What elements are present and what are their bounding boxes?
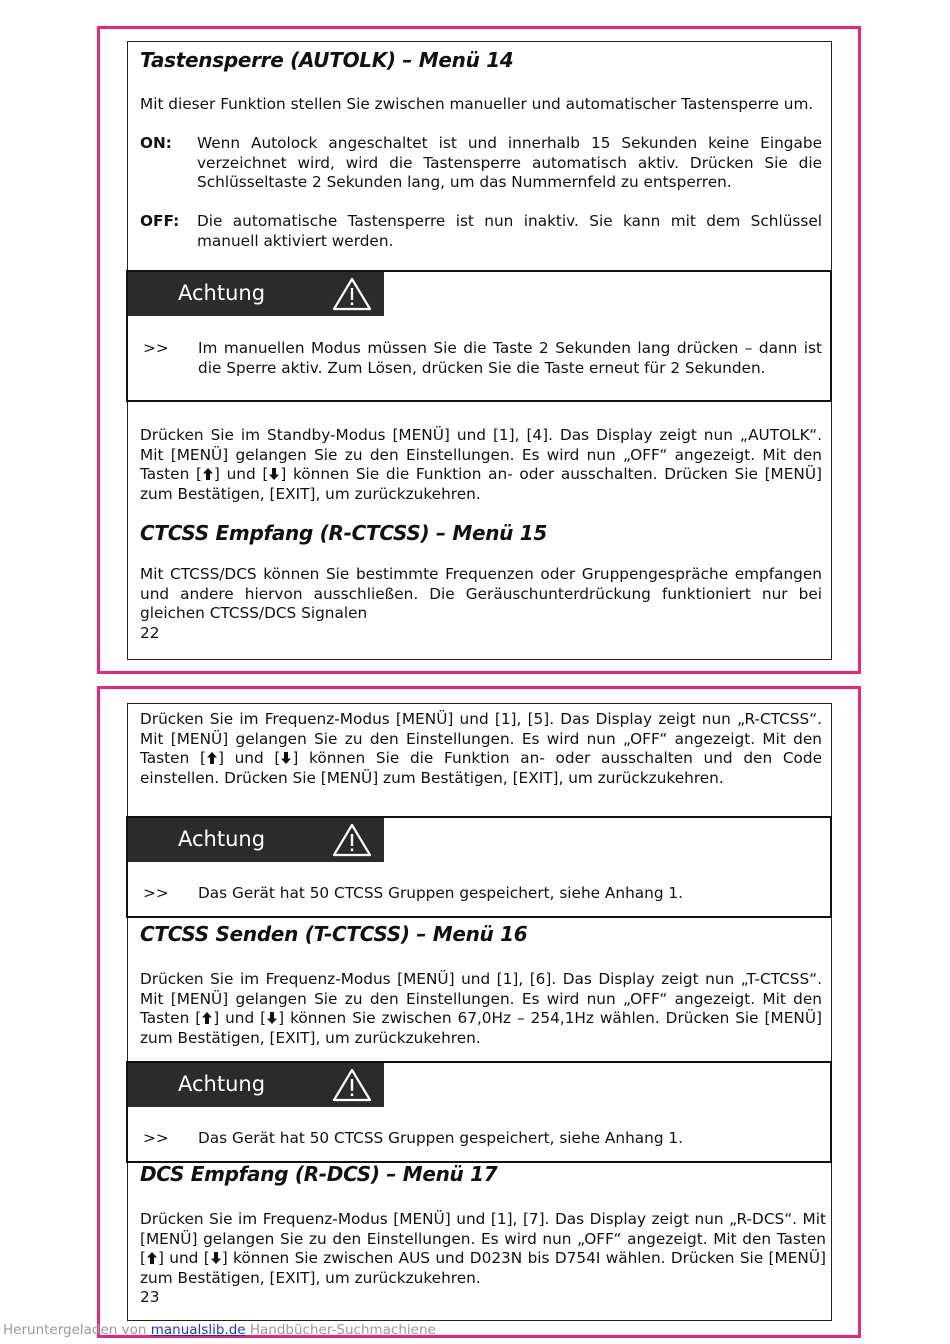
warning-marker: >>: [143, 884, 169, 902]
text-segment: ] können Sie die Funktion an- oder ausschalten. Drücken Sie [MENÜ] zum Bestätigen, [EXIT], um zurückzukehren.: [140, 465, 823, 503]
autolk-intro: Mit dieser Funktion stellen Sie zwischen manueller und automatischer Tastensperre um.: [140, 95, 814, 113]
arrow-up-icon: [206, 751, 218, 765]
on-text: Wenn Autolock angeschaltet ist und innerhalb 15 Sekunden keine Eingabe verzeichnet wird, wird die Tastensperre automatisch aktiv. Drücken Sie die Schlüsseltaste 2 Sekunden lang, um das Nummernfeld zu entsperren.: [197, 134, 822, 191]
heading-t-ctcss: CTCSS Senden (T-CTCSS) – Menü 16: [140, 922, 528, 946]
warning-text: Das Gerät hat 50 CTCSS Gruppen gespeichert, siehe Anhang 1.: [198, 884, 684, 902]
arrow-down-icon: [266, 1011, 278, 1025]
autolk-instructions: [140, 426, 822, 504]
warning-box: [126, 816, 832, 918]
on-label: ON:: [140, 134, 172, 152]
warning-marker: >>: [143, 1129, 169, 1147]
warning-header: [128, 1063, 384, 1107]
manualslib-link[interactable]: manualslib.de: [150, 1322, 246, 1338]
autolk-on-item: [140, 134, 822, 194]
footer-prefix: Heruntergeladen von: [3, 1322, 151, 1338]
text-segment: ] können Sie zwischen AUS und D023N bis D754I wählen. Drücken Sie [MENÜ] zum Bestätigen, [EXIT], um zurückzukehren.: [140, 1249, 826, 1287]
warning-box: [126, 270, 832, 402]
heading-r-ctcss: CTCSS Empfang (R-CTCSS) – Menü 15: [140, 521, 548, 545]
arrow-down-icon: [268, 467, 280, 481]
text-segment: ] und [: [157, 1249, 210, 1267]
warning-box: [126, 1061, 832, 1163]
autolk-off-item: [140, 212, 822, 252]
text-segment: ] können Sie die Funktion an- oder ausschalten und den Code einstellen. Drücken Sie [MENÜ] zum Bestätigen, [EXIT], um zurückzukehren.: [140, 749, 823, 787]
text-segment: ] können Sie zwischen 67,0Hz – 254,1Hz wählen. Drücken Sie [MENÜ] zum Bestätigen, [EXIT], um zurückzukehren.: [140, 1009, 822, 1047]
text-segment: Drücken Sie im Frequenz-Modus [MENÜ] und [1], [6]. Das Display zeigt nun „T-CTCSS“. Mit [MENÜ] gelangen Sie zu den Einstellungen. Es wird nun „OFF“ angezeigt. Mit den Tasten [: [140, 970, 822, 1027]
warning-header: [128, 818, 384, 862]
r-ctcss-intro: Mit CTCSS/DCS können Sie bestimmte Frequenzen oder Gruppengespräche empfangen und andere hiervon ausschließen. Die Geräuschunterdrückung funktioniert nur bei gleichen CTCSS/DCS Signalen: [140, 565, 822, 622]
warning-triangle-icon: [332, 1068, 372, 1102]
text-segment: ] und [: [213, 465, 269, 483]
text-segment: ] und [: [213, 1009, 267, 1027]
text-segment: Drücken Sie im Frequenz-Modus [MENÜ] und [1], [5]. Das Display zeigt nun „R-CTCSS“. Mit [MENÜ] gelangen Sie zu den Einstellungen. Es wird nun „OFF“ angezeigt. Mit den Tasten [: [140, 710, 822, 767]
text-segment: Drücken Sie im Standby-Modus [MENÜ] und [1], [4]. Das Display zeigt nun „AUTOLK“. Mit [MENÜ] gelangen Sie zu den Einstellungen. Es wird nun „OFF“ angezeigt. Mit den Tasten [: [140, 426, 822, 483]
warning-triangle-icon: [332, 277, 372, 311]
arrow-down-icon: [280, 751, 292, 765]
warning-triangle-icon: [332, 823, 372, 857]
page-number: 22: [140, 624, 160, 642]
arrow-up-icon: [146, 1251, 158, 1265]
off-text: Die automatische Tastensperre ist nun inaktiv. Sie kann mit dem Schlüssel manuell aktiviert werden.: [197, 212, 822, 250]
warning-label: Achtung: [178, 281, 266, 305]
text-segment: ] und [: [217, 749, 281, 767]
warning-label: Achtung: [178, 1072, 266, 1096]
arrow-down-icon: [210, 1251, 222, 1265]
download-footer: [3, 1322, 436, 1338]
arrow-up-icon: [201, 1011, 213, 1025]
footer-suffix: Handbücher-Suchmachiene: [245, 1322, 436, 1338]
t-ctcss-instructions: [140, 970, 822, 1048]
off-label: OFF:: [140, 212, 180, 230]
heading-r-dcs: DCS Empfang (R-DCS) – Menü 17: [140, 1162, 498, 1186]
warning-header: [128, 272, 384, 316]
arrow-up-icon: [202, 467, 214, 481]
text-segment: Drücken Sie im Frequenz-Modus [MENÜ] und [1], [7]. Das Display zeigt nun „R-DCS“. Mit [MENÜ] gelangen Sie zu den Einstellungen. Es wird nun „OFF“ angezeigt. Mit den Tasten [: [140, 1210, 826, 1267]
warning-label: Achtung: [178, 827, 266, 851]
heading-autolk: Tastensperre (AUTOLK) – Menü 14: [140, 48, 514, 72]
warning-text: Im manuellen Modus müssen Sie die Taste 2 Sekunden lang drücken – dann ist die Sperre aktiv. Zum Lösen, drücken Sie die Taste erneut für 2 Sekunden.: [198, 339, 822, 377]
r-ctcss-instructions: [140, 710, 822, 788]
warning-text: Das Gerät hat 50 CTCSS Gruppen gespeichert, siehe Anhang 1.: [198, 1129, 684, 1147]
page-number: 23: [140, 1288, 160, 1306]
warning-marker: >>: [143, 339, 169, 357]
r-dcs-instructions: [140, 1210, 826, 1288]
